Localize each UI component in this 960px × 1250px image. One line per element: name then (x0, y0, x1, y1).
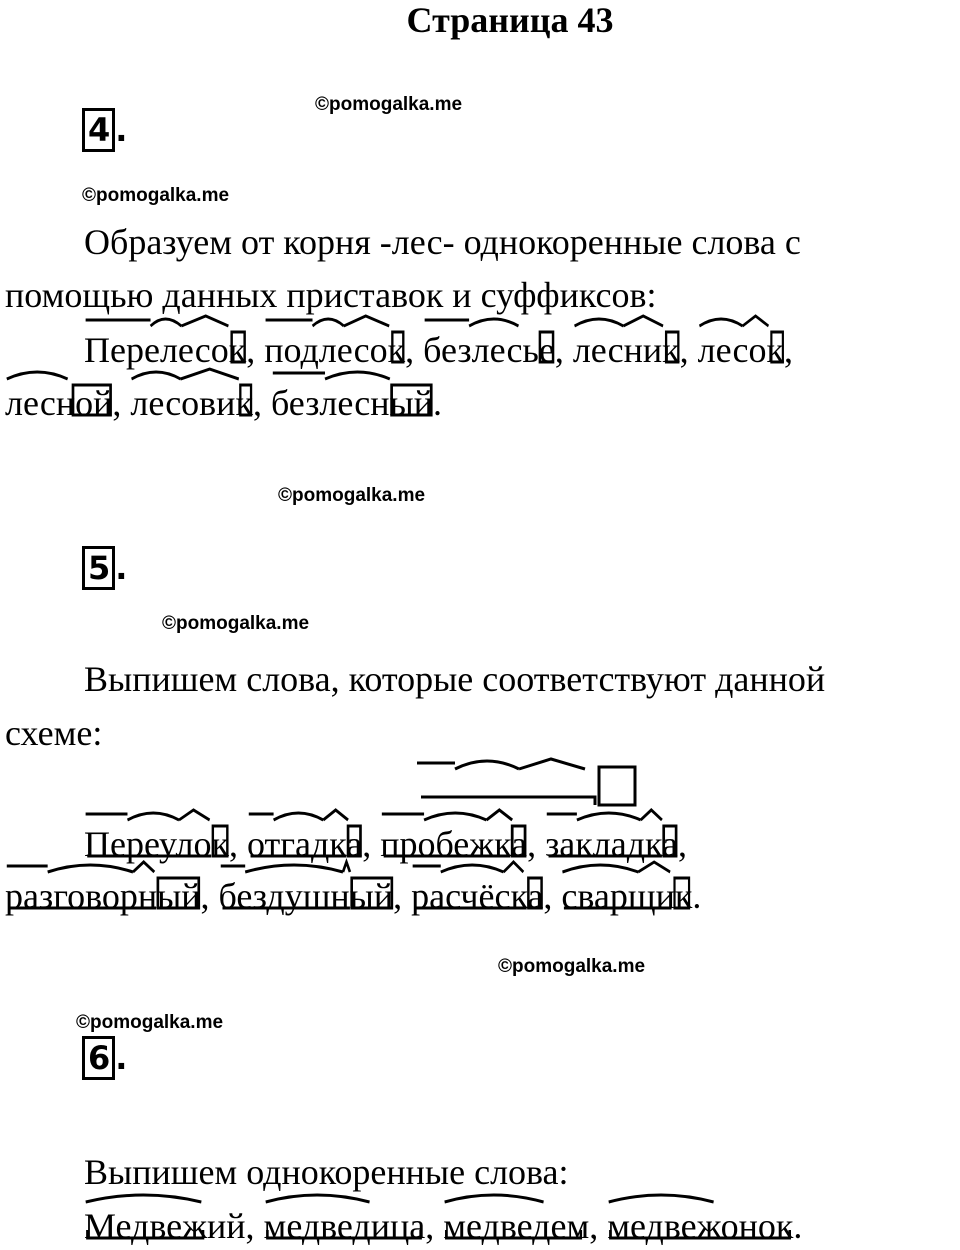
task-5-words-line-2: разговорный , бездушный , расчёска , сварщик . (5, 876, 701, 916)
word-text: пробежка (380, 824, 528, 864)
task-4-words-line-1: Перелесок , подлесок , безлесье , лесник , лесок , (84, 330, 793, 370)
task-4-words-line-2: лесной , лесовик , безлесный . (5, 383, 442, 423)
watermark: ©pomogalka.me (76, 1012, 224, 1033)
task-6-words: Медвежий , медведица , медведем , медвежонок . (84, 1206, 802, 1246)
task-6-number: 6 . (82, 1036, 127, 1080)
watermark: ©pomogalka.me (498, 956, 646, 977)
word-scheme (415, 757, 640, 809)
word-parse (443, 1206, 589, 1246)
word-text: лесник (572, 330, 680, 370)
word-parse (380, 824, 527, 864)
task-4-text-line-2: помощью данных приставок и суффиксов: (5, 275, 657, 315)
word-parse (84, 330, 246, 370)
word-parse (5, 876, 201, 916)
word-text: разговорный (5, 876, 201, 916)
word-parse (247, 824, 362, 864)
word-text: бездушный (218, 876, 394, 916)
word-text: Переулок (84, 824, 229, 864)
word-parse (5, 383, 112, 423)
word-text: подлесок (264, 330, 406, 370)
word-parse (264, 1206, 426, 1246)
word-parse (607, 1206, 793, 1246)
word-text: безлесье (423, 330, 555, 370)
word-text: безлесный (270, 383, 433, 423)
word-parse (423, 330, 555, 370)
word-text: сварщик (561, 876, 693, 916)
task-4-number: 4 . (82, 108, 127, 152)
word-text: лесовик (130, 383, 253, 423)
task-5-text-line-1: Выпишем слова, которые соответствуют данной (84, 659, 826, 699)
word-text: медведем (443, 1206, 590, 1246)
word-parse (84, 824, 229, 864)
word-text: отгадка (246, 824, 363, 864)
word-parse (698, 330, 784, 370)
word-parse (264, 330, 405, 370)
word-parse (84, 1206, 246, 1246)
word-parse (219, 876, 394, 916)
watermark: ©pomogalka.me (315, 94, 463, 115)
watermark: ©pomogalka.me (82, 185, 230, 206)
task-5-number: 5 . (82, 546, 127, 590)
word-parse (130, 383, 253, 423)
word-parse (271, 383, 433, 423)
word-parse (561, 876, 692, 916)
word-text: Медвежий (84, 1206, 246, 1246)
word-text: закладка (545, 824, 678, 864)
word-text: медвежонок (607, 1206, 794, 1246)
word-text: лесной (5, 383, 113, 423)
task-6-text-line-1: Выпишем однокоренные слова: (84, 1152, 569, 1192)
task-5-words-line-1: Переулок , отгадка , пробежка , закладка , (84, 824, 687, 864)
page-title: Страница 43 (406, 0, 614, 40)
watermark: ©pomogalka.me (278, 485, 426, 506)
word-text: лесок (697, 330, 784, 370)
word-parse (411, 876, 543, 916)
task-4-text-line-1: Образуем от корня -лес- однокоренные слова с (84, 222, 801, 262)
word-text: Перелесок (84, 330, 247, 370)
word-text: расчёска (411, 876, 544, 916)
task-5-text-line-2: схеме: (5, 713, 103, 753)
word-parse (545, 824, 678, 864)
watermark: ©pomogalka.me (162, 613, 310, 634)
word-parse (573, 330, 680, 370)
word-text: медведица (263, 1206, 426, 1246)
